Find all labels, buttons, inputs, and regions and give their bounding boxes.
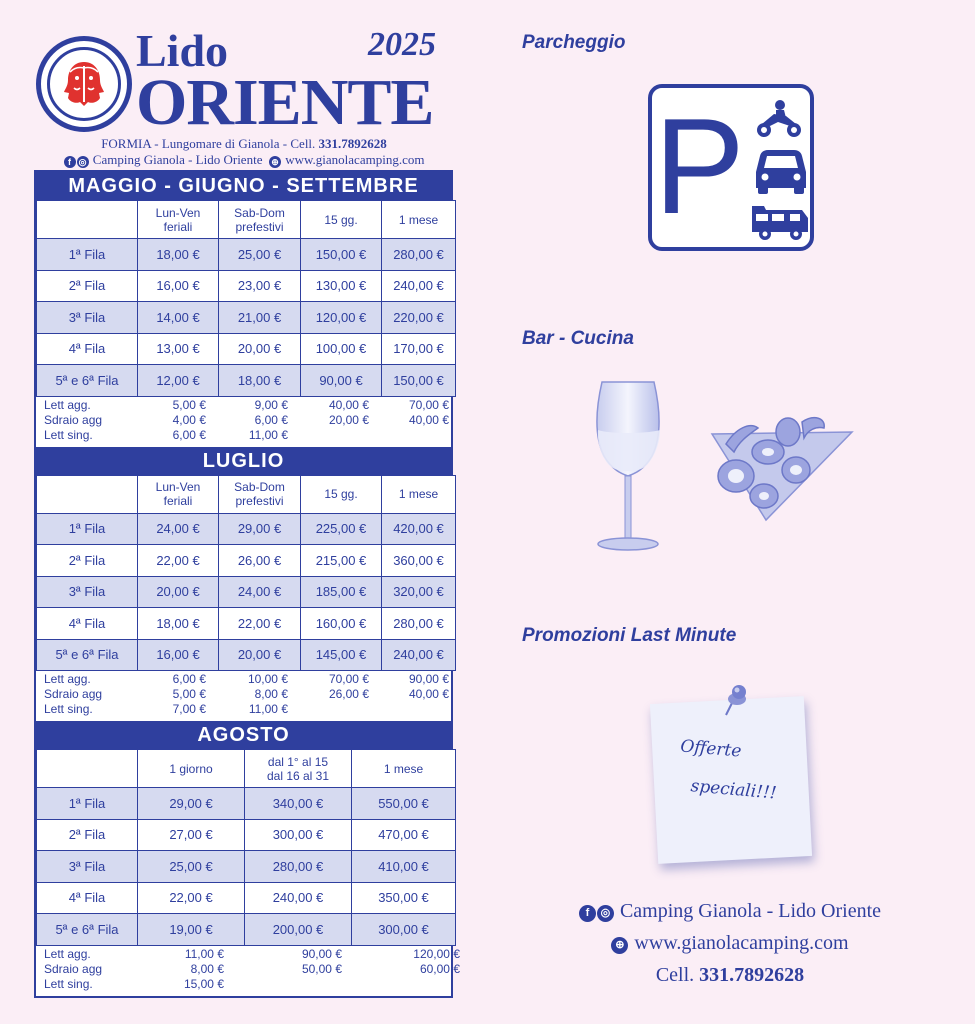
table-row [37, 365, 456, 397]
extras-luglio [36, 671, 451, 721]
price-cell: 18,00 € [138, 608, 219, 640]
extra-price [288, 428, 369, 443]
row-label: 3ª Fila [37, 851, 138, 883]
table-row [37, 639, 456, 671]
row-label: 5ª e 6ª Fila [37, 365, 138, 397]
header-cell: Sab-Dom prefestivi [219, 475, 301, 513]
price-cell: 16,00 € [138, 639, 219, 671]
web-icon: ⊕ [611, 937, 628, 954]
extra-price: 11,00 € [248, 702, 288, 716]
price-cell: 22,00 € [219, 608, 301, 640]
row-label: 2ª Fila [37, 819, 138, 851]
row-label: 4ª Fila [37, 882, 138, 914]
table-row [37, 545, 456, 577]
address-text: FORMIA - Lungomare di Gianola - Cell. [101, 136, 319, 151]
price-cell: 18,00 € [138, 239, 219, 271]
price-cell: 20,00 € [219, 639, 301, 671]
extra-price: 9,00 € [254, 397, 288, 412]
extra-price: 15,00 € [183, 976, 224, 991]
extra-label: Sdraio agg [44, 961, 103, 976]
price-cell: 19,00 € [138, 914, 245, 946]
extra-price: 50,00 € [301, 961, 342, 976]
row-label: 1ª Fila [37, 788, 138, 820]
price-cell: 13,00 € [138, 333, 219, 365]
table-row [37, 788, 456, 820]
extra-label: Lett sing. [44, 427, 93, 442]
price-cell: 280,00 € [382, 239, 456, 271]
extra-price: 8,00 € [254, 687, 288, 701]
price-cell: 240,00 € [245, 882, 352, 914]
extra-price: 6,00 € [254, 412, 288, 427]
table-row [37, 576, 456, 608]
price-cell: 24,00 € [138, 513, 219, 545]
extra-price: 70,00 € [328, 672, 369, 686]
price-cell: 21,00 € [219, 302, 301, 334]
row-label: 3ª Fila [37, 576, 138, 608]
extra-price: 40,00 € [408, 687, 449, 701]
price-panel [34, 170, 460, 998]
extra-price: 90,00 € [408, 672, 449, 686]
header-social-name: Camping Gianola - Lido Oriente [92, 152, 263, 167]
lido-logo [36, 36, 132, 132]
price-table-agosto [36, 749, 456, 946]
header-cell: Lun-Ven feriali [138, 475, 219, 513]
price-cell: 350,00 € [352, 882, 456, 914]
extra-price: 20,00 € [328, 412, 369, 427]
row-label: 5ª e 6ª Fila [37, 914, 138, 946]
footer-website-line [520, 932, 940, 955]
section-title-agosto: AGOSTO [36, 721, 451, 749]
footer-phone: 331.7892628 [699, 964, 805, 986]
row-label: 5ª e 6ª Fila [37, 639, 138, 671]
price-cell: 470,00 € [352, 819, 456, 851]
price-cell: 215,00 € [301, 545, 382, 577]
price-cell: 185,00 € [301, 576, 382, 608]
table-row [37, 239, 456, 271]
header-website: www.gianolacamping.com [285, 152, 425, 167]
extra-price [224, 977, 342, 992]
table-row [37, 302, 456, 334]
price-table-maggio [36, 200, 456, 397]
facebook-icon: f [579, 905, 596, 922]
extra-price [369, 702, 449, 717]
extra-label: Lett sing. [44, 702, 93, 716]
bar-title: Bar - Cucina [522, 328, 634, 349]
price-cell: 320,00 € [382, 576, 456, 608]
header-cell: 1 mese [352, 750, 456, 788]
brand-oriente: ORIENTE [136, 66, 434, 139]
parking-title: Parcheggio [522, 32, 626, 53]
row-label: 2ª Fila [37, 270, 138, 302]
extra-price [342, 977, 460, 992]
social-line [36, 152, 452, 168]
extras-maggio [36, 397, 451, 447]
instagram-icon: ◎ [597, 905, 614, 922]
price-cell: 145,00 € [301, 639, 382, 671]
price-cell: 410,00 € [352, 851, 456, 883]
header-cell: 1 giorno [138, 750, 245, 788]
price-cell: 150,00 € [382, 365, 456, 397]
price-cell: 280,00 € [245, 851, 352, 883]
extra-label: Lett sing. [44, 976, 93, 991]
header-cell: 15 gg. [301, 201, 382, 239]
table-row [37, 819, 456, 851]
footer-social-line [520, 900, 940, 923]
price-cell: 200,00 € [245, 914, 352, 946]
header-cell: Sab-Dom prefestivi [219, 201, 301, 239]
price-cell: 20,00 € [138, 576, 219, 608]
janus-head-icon [56, 56, 112, 112]
extra-label: Lett agg. [44, 672, 91, 686]
section-title-maggio: MAGGIO - GIUGNO - SETTEMBRE [36, 172, 451, 200]
promo-title: Promozioni Last Minute [522, 625, 737, 646]
row-label: 4ª Fila [37, 608, 138, 640]
header-phone: 331.7892628 [318, 136, 387, 151]
price-cell: 27,00 € [138, 819, 245, 851]
price-cell: 22,00 € [138, 545, 219, 577]
footer-website: www.gianolacamping.com [634, 932, 849, 954]
row-label: 2ª Fila [37, 545, 138, 577]
note-line-1: Offerte [679, 736, 743, 762]
extra-price: 11,00 € [248, 427, 288, 442]
extra-label: Sdraio agg [44, 412, 103, 427]
extra-price: 10,00 € [247, 672, 288, 686]
price-cell: 25,00 € [138, 851, 245, 883]
wine-glass-icon [590, 378, 666, 554]
row-label: 3ª Fila [37, 302, 138, 334]
footer-social-name: Camping Gianola - Lido Oriente [619, 900, 882, 922]
price-cell: 100,00 € [301, 333, 382, 365]
price-cell: 29,00 € [138, 788, 245, 820]
extra-price: 8,00 € [190, 961, 224, 976]
parking-sign [648, 84, 814, 251]
parking-letter: P [654, 90, 745, 242]
header-cell: 15 gg. [301, 475, 382, 513]
price-cell: 240,00 € [382, 639, 456, 671]
price-cell: 280,00 € [382, 608, 456, 640]
address-line [36, 136, 452, 152]
price-cell: 120,00 € [301, 302, 382, 334]
extra-price: 120,00 € [413, 946, 460, 961]
price-cell: 14,00 € [138, 302, 219, 334]
price-cell: 29,00 € [219, 513, 301, 545]
extra-price [369, 428, 449, 443]
fried-calamari-icon [706, 404, 856, 522]
price-cell: 225,00 € [301, 513, 382, 545]
table-row [37, 851, 456, 883]
table-row [37, 608, 456, 640]
row-label: 4ª Fila [37, 333, 138, 365]
brand-year: 2025 [368, 26, 436, 63]
extra-price: 26,00 € [328, 687, 369, 701]
extra-price: 5,00 € [172, 397, 206, 412]
price-cell: 130,00 € [301, 270, 382, 302]
extra-price: 40,00 € [328, 397, 369, 412]
table-row [37, 270, 456, 302]
header-cell [37, 750, 138, 788]
header-cell: 1 mese [382, 475, 456, 513]
price-cell: 20,00 € [219, 333, 301, 365]
price-cell: 25,00 € [219, 239, 301, 271]
web-icon: ⊕ [269, 156, 281, 168]
extra-price: 40,00 € [408, 412, 449, 427]
extra-price: 6,00 € [172, 672, 206, 686]
parking-vehicles-icon [652, 88, 810, 247]
price-cell: 12,00 € [138, 365, 219, 397]
price-cell: 550,00 € [352, 788, 456, 820]
price-cell: 340,00 € [245, 788, 352, 820]
price-cell: 300,00 € [245, 819, 352, 851]
table-row [37, 333, 456, 365]
header-cell: Lun-Ven feriali [138, 201, 219, 239]
price-table-luglio [36, 475, 456, 672]
price-cell: 26,00 € [219, 545, 301, 577]
note-line-2: speciali!!! [689, 776, 778, 804]
footer-phone-line [520, 964, 940, 987]
price-cell: 240,00 € [382, 270, 456, 302]
price-cell: 90,00 € [301, 365, 382, 397]
extra-label: Lett agg. [44, 946, 91, 961]
price-cell: 23,00 € [219, 270, 301, 302]
pushpin-icon [722, 683, 752, 717]
extra-label: Lett agg. [44, 397, 91, 412]
price-cell: 150,00 € [301, 239, 382, 271]
price-cell: 420,00 € [382, 513, 456, 545]
row-label: 1ª Fila [37, 513, 138, 545]
price-cell: 160,00 € [301, 608, 382, 640]
extra-price: 90,00 € [301, 946, 342, 961]
price-cell: 24,00 € [219, 576, 301, 608]
header-cell [37, 475, 138, 513]
extra-price: 11,00 € [184, 946, 224, 961]
extra-price: 60,00 € [419, 961, 460, 976]
extras-agosto [36, 946, 460, 996]
extra-price: 5,00 € [172, 687, 206, 701]
facebook-icon: f [64, 156, 76, 168]
extra-price [288, 702, 369, 717]
sticky-note [650, 696, 812, 864]
header-cell: dal 1° al 15 dal 16 al 31 [245, 750, 352, 788]
extra-price: 7,00 € [172, 702, 206, 716]
extra-price: 6,00 € [172, 427, 206, 442]
price-cell: 360,00 € [382, 545, 456, 577]
extra-price: 70,00 € [408, 397, 449, 412]
header-cell: 1 mese [382, 201, 456, 239]
price-cell: 18,00 € [219, 365, 301, 397]
table-row [37, 882, 456, 914]
price-cell: 170,00 € [382, 333, 456, 365]
footer-cell-label: Cell. [655, 964, 700, 986]
extra-label: Sdraio agg [44, 687, 103, 701]
row-label: 1ª Fila [37, 239, 138, 271]
table-row [37, 513, 456, 545]
price-cell: 300,00 € [352, 914, 456, 946]
price-cell: 16,00 € [138, 270, 219, 302]
instagram-icon: ◎ [77, 156, 89, 168]
price-cell: 220,00 € [382, 302, 456, 334]
price-cell: 22,00 € [138, 882, 245, 914]
extra-price: 4,00 € [172, 412, 206, 427]
brand-lido: Lido [136, 25, 229, 76]
section-title-luglio: LUGLIO [36, 447, 451, 475]
header-cell [37, 201, 138, 239]
table-row [37, 914, 456, 946]
